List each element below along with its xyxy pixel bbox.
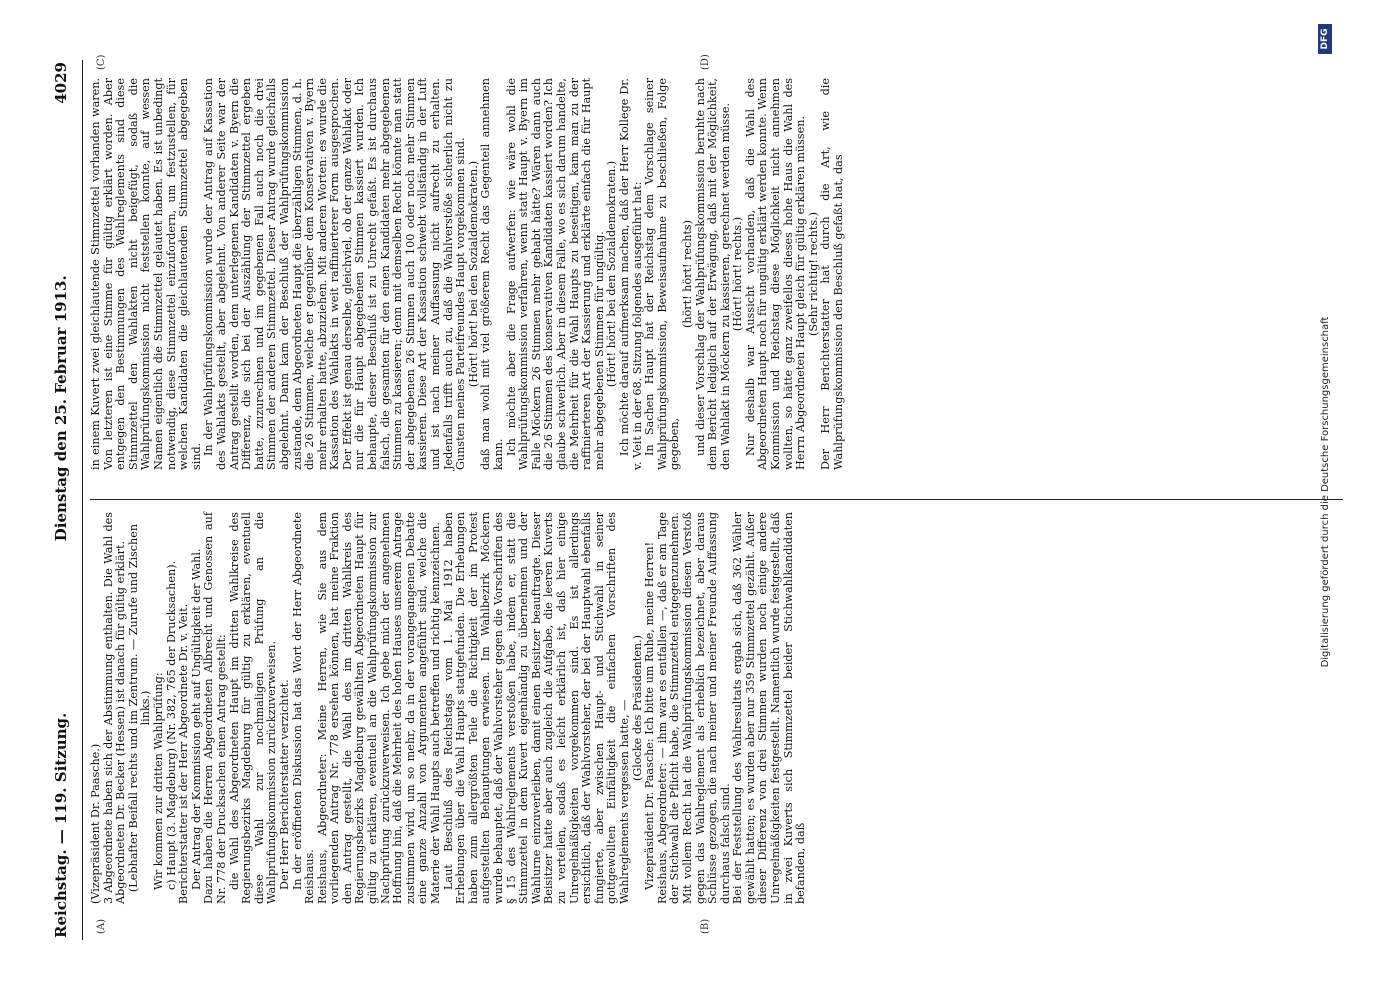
paragraph: und dieser Vorschlag der Wahlprüfungskommission beruhte nach dem Bericht lediglich auf der Erwägung, daß mit der Möglichkeit, den Wahlakt in Möckern zu kassieren, gerechnet werden müsse. [693,78,732,470]
paragraph: Bei der Feststellung des Wahlresultats ergab sich, daß 362 Wähler gewählt hatten; es wurden aber nur 359 Stimmzettel gezählt. Außer dieser Differenz von drei Stimmen wurden noch einige andere Unregelmäßigkeiten festgestellt. Namentlich wurde festgestellt, daß in zwei Kuverts sich Stimmzettel beider Stichwahlkandidaten befanden, daß [731,512,808,904]
paragraph: In der eröffneten Diskussion hat das Wort der Herr Abgeordnete Reishaus. [290,512,317,904]
paragraph: Reishaus, Abgeordneter: Meine Herren, wie Sie aus dem vorliegenden Antrag Nr. 778 ersehen können, hat meine Fraktion den Antrag gestellt, die Wahl des im dritten Wahlkreis des Regierungsbezirks Magdeburg gewählten Abgeordneten Haupt für gültig zu erklären, eventuell an die Wahlprüfungskommission zur Nachprüfung zurückzuverweisen. Ich gebe mich der angenehmen Hoffnung hin, daß die Mehrheit des hohen Hauses unserem Antrage zustimmen wird, um so mehr, da in der vorangegangenen Debatte eine ganze Anzahl von Argumenten angeführt sind, welche die Materie der Wahl Haupts auch betreffen und richtig kennzeichnen. [315,512,443,904]
digitization-credit: Digitalisierung gefördert durch die Deutsche Forschungsgemeinschaft [1320,316,1331,668]
margin-mark-d: (D) [700,54,711,70]
text-column-left [90,512,808,904]
margin-mark-b: (B) [700,918,711,934]
paragraph: daß man wohl mit viel größerem Recht das Gegenteil annehmen kann. [479,78,505,470]
paragraph: (Vizepräsident Dr. Paasche.) [89,743,102,904]
header-date: Dienstag den 25. Februar 1913. [52,275,70,542]
paragraph: c) Haupt (3. Magdeburg) (Nr. 382, 765 der Drucksachen). [164,560,178,890]
page-header [44,62,78,938]
page-number: 4029 [52,62,70,104]
paragraph: Nur deshalb war Aussicht vorhanden, daß die Wahl des Abgeordneten Haupt noch für ungültig erklärt werden konnte. Wenn Kommission und Reichstag diese Möglichkeit nicht annehmen wollten, so hätte ganz zweifellos dieses hohe Haus die Wahl des Herrn Abgeordneten Haupt gleich für gültig erklären müssen. [743,78,808,470]
paragraph: die Wahl des Abgeordneten Haupt im dritten Wahlkreise des Regierungsbezirks Magdeburg für gültig zu erklären, eventuell diese Wahl zur nochmaligen Prüfung an die Wahlprüfungskommission zurückzuverweisen. [227,512,279,904]
paragraph: In der Wahlprüfungskommission wurde der Antrag auf Kassation des Wahlakts gestellt, aber abgelehnt. Von anderer Seite war der Antrag gestellt worden, dem unterlegenen Kandidaten v. Byern die Differenz, die sich bei der Auszählung der Stimmzettel ergeben hatte, zuzurechnen und im gegebenen Fall auch noch die drei Stimmen der anderen Stimmzettel. Dieser Antrag wurde gleichfalls abgelehnt. Dann kam der Beschluß der Wahlprüfungskommission zustande, dem Abgeordneten Haupt die überzähligen Stimmen, d. h. die 26 Stimmen, welche er gegenüber dem Konservativen v. Byern mehr erhalten hatte, abzuziehen. Mit anderen Worten: es wurde die Kassation des Wahlakts in weit raffinierterer Form ausgesprochen. Der Effekt ist genau derselbe, gleichviel, ob der ganze Wahlakt oder nur die für Haupt abgegebenen Stimmen kassiert wurden. Ich behaupte, dieser Beschluß ist zu Unrecht gefaßt. Es ist durchaus falsch, die gesamten für den einen Kandidaten mehr abgegebenen Stimmen zu kassieren; denn mit demselben Recht könnte man statt der abgegebenen 26 Stimmen auch 100 oder noch mehr Stimmen kassieren. Diese Art der Kassation schwebt vollständig in der Luft und ist nach meiner Auffassung nicht aufrecht zu erhalten. Jedenfalls trifft auch zu, daß die Wahlverstöße sicherlich nicht zu Gunsten meines Parteifreundes Haupt vorgekommen sind. [202,78,468,470]
paragraph: (Sehr richtig! rechts.) [806,211,820,337]
paragraph: (hört! hört! rechts) [680,219,694,329]
paragraph: Ich möchte aber die Frage aufwerfen: wie wäre wohl die Wahlprüfungskommission verfahren, wenn statt Haupt v. Byern im Falle Möckern 26 Stimmen mehr gehabt hätte? Wären dann auch die 26 Stimmen des konservativen Kandidaten kassiert worden? Ich glaube schwerlich. Aber in diesem Falle, wo es sich darum handelte, die Mehrheit für die Wahl Haupts zu beseitigen, kam man zu der raffinierteren Art der Kassierung und erklärte einfach die für Haupt mehr abgegebenen Stimmen für ungültig. [504,78,606,470]
paragraph: (Lebhafter Beifall rechts und im Zentrum. — Zurufe und Zischen links.) [126,523,153,893]
header-rule [82,60,83,940]
paragraph: Ich möchte darauf aufmerksam machen, daß der Herr Kollege Dr. v. Veit in der 68. Sitzung folgendes ausgeführt hat: [617,78,644,470]
paragraph: Der Antrag der Kommission geht auf Ungültigkeit der Wahl. [189,548,203,890]
paragraph: Berichterstatter ist der Herr Abgeordnete Dr. v. Veit. [177,603,191,904]
paragraph: (Glocke des Präsidenten.) [630,635,644,782]
paragraph: Reishaus, Abgeordneter: — ihm war es entfallen —, daß er am Tage der Stichwahl die Pflicht habe, die Stimmzettel entgegenzunehmen. Mit vollem Recht hat die Wahlprüfungskommission diesen Verstoß gegen das Wahlreglement als erheblich bezeichnet, aber daraus Schlüsse gezogen, die nach meiner und meiner Freunde Auffassung durchaus falsch sind. [655,512,732,904]
paragraph: Der Herr Berichterstatter verzichtet. [277,679,291,890]
margin-mark-c: (C) [96,54,107,70]
paragraph: Der Herr Berichterstatter hat durch die Art, wie die Wahlprüfungskommission den Beschluß gefaßt hat, das [819,78,846,470]
paragraph: in einem Kuvert zwei gleichlautende Stimmzettel vorhanden waren. Von letzteren ist eine Stimme für gültig erklärt worden. Aber entgegen den Bestimmungen des Wahlreglements sind diese Stimmzettel den Wahlakten nicht beigefügt, sodaß die Wahlprüfungskommission nicht feststellen konnte, auf wessen Namen eigentlich die Stimmzettel gelautet haben. Es ist unbedingt notwendig, diese Stimmzettel einzufordern, um festzustellen, für welchen Kandidaten die gleichlautenden Stimmzettel abgegeben sind. [89,78,203,470]
paragraph: Wir kommen zur dritten Wahlprüfung: [151,672,165,890]
column-divider [90,499,1343,500]
paragraph: In Sachen Haupt hat der Reichstag dem Vorschlage seiner Wahlprüfungskommission, Beweisaufnahme zu beschließen, Folge gegeben, [643,78,682,470]
paragraph: Vizepräsident Dr. Paasche: Ich bitte um Ruhe, meine Herren! [643,541,657,890]
margin-mark-a: (A) [96,918,107,934]
paragraph: 3 Abgeordnete haben sich der Abstimmung enthalten. Die Wahl des Abgeordneten Dr. Becker (Hessen) ist danach für gültig erklärt. [101,512,128,904]
paragraph: (Hört! hört! bei den Sozialdemokraten.) [466,160,480,388]
text-column-right [90,78,846,470]
paragraph: (Hört! hört! rechts.) [731,216,745,332]
header-left: Reichstag. — 119. Sitzung. [52,712,70,938]
paragraph: Dazu haben die Herren Abgeordneten Albrecht und Genossen auf Nr. 778 der Drucksachen einen Antrag gestellt: [202,512,228,904]
paragraph: Laut Beschluß des Reichstags vom 1. Mai 1912 haben Erhebungen über die Wahl Haupts stattgefunden. Die Erhebungen haben zum allergrößten Teile die Richtigkeit der im Protest aufgestellten Behauptungen erwiesen. Im Wahlbezirk Möckern wurde behauptet, daß der Wahlvorsteher gegen die Vorschriften des § 15 des Wahlreglements verstoßen habe, indem er, statt die Stimmzettel in dem Kuvert eigenhändig zu übernehmen und der Wahlurne einzuverleiben, damit einen Beisitzer beauftragte. Dieser Beisitzer hatte aber auch zugleich die Aufgabe, die leeren Kuverts zu verteilen, sodaß es leicht erklärlich ist, daß hier einige Unregelmäßigkeiten vorgekommen sind. Es ist allerdings ersichtlich, daß der Wahlvorsteher, der bei der Hauptwahl ebenfalls fungierte, aber zwischen Haupt- und Stichwahl in seiner gottgewollten Einfältigkeit die einfachen Vorschriften des Wahlreglements vergessen hatte, — [441,512,631,904]
dfg-logo: DFG [1318,24,1332,54]
paragraph: (Hört! hört! bei den Sozialdemokraten.) [605,160,619,388]
